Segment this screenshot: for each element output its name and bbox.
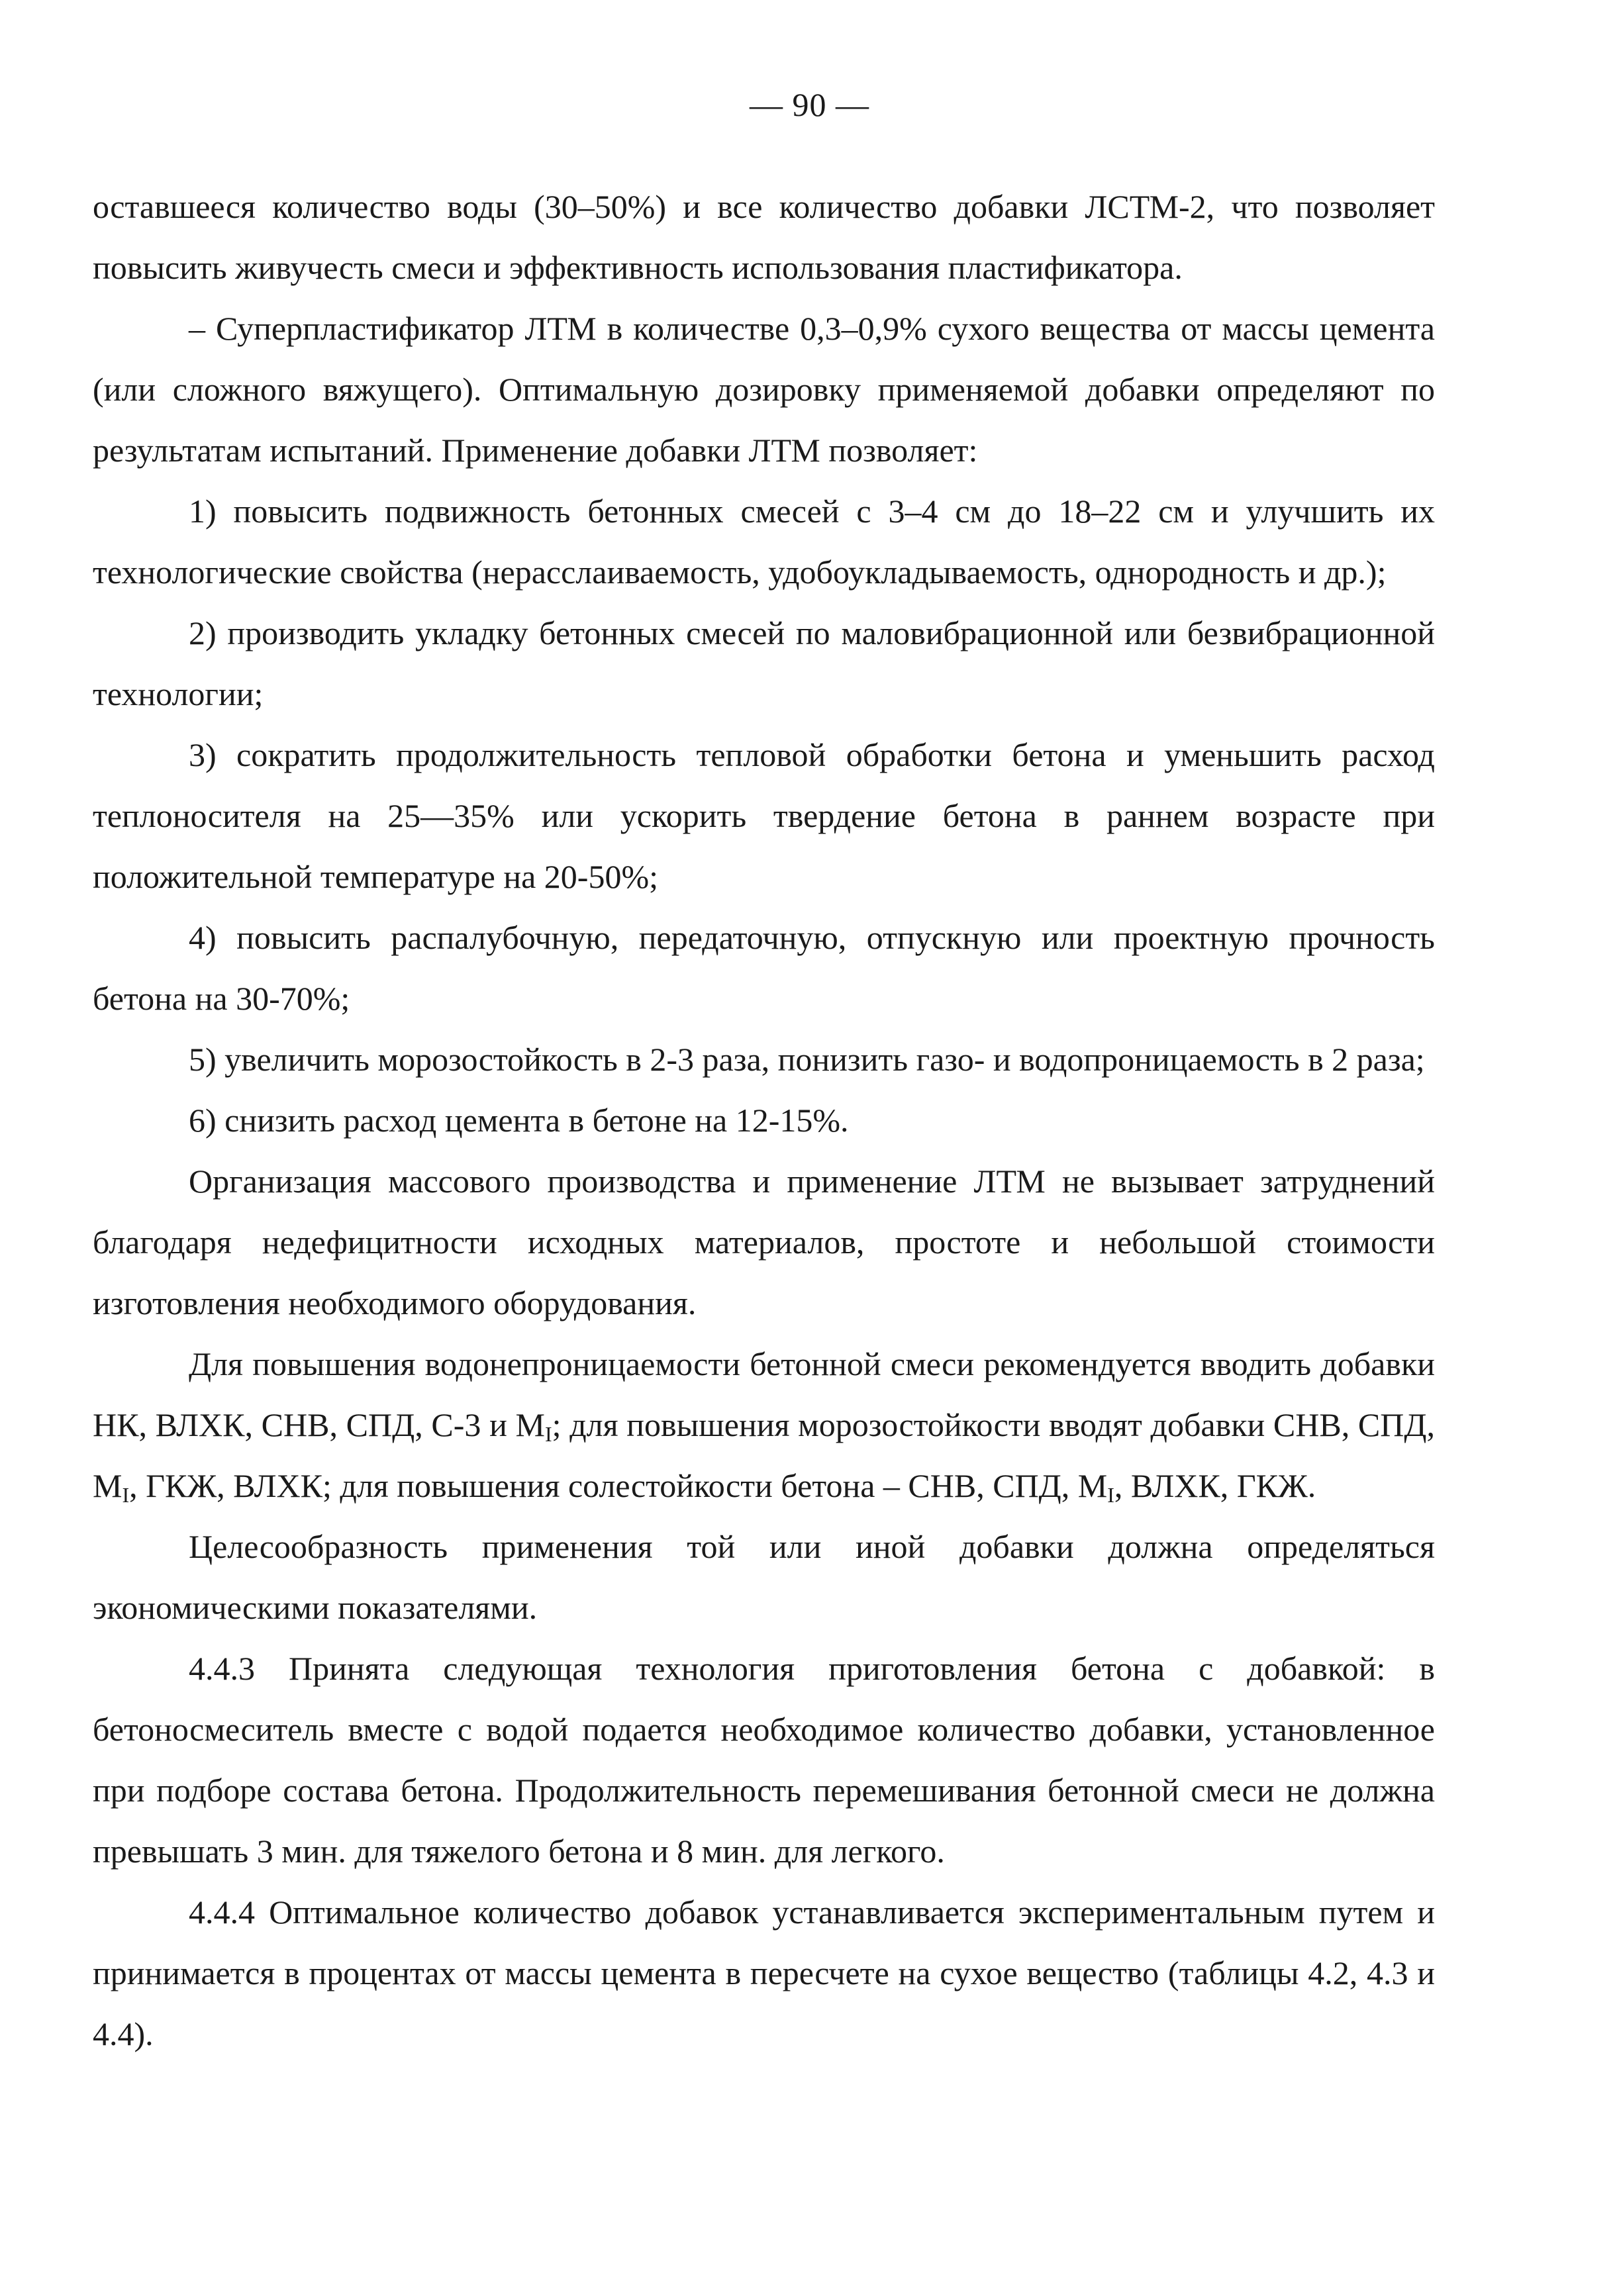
paragraph-economic-indicators: Целесообразность применения той или иной добавки должна определяться экономическими показателями.	[93, 1528, 1435, 1626]
list-item-4: 4) повысить распалубочную, передаточную, отпускную или проектную прочность бетона на 30-70%;	[93, 919, 1435, 1017]
subscript-i: I	[122, 1483, 130, 1507]
body-text	[93, 176, 1435, 2064]
paragraph-section-4-4-3: 4.4.3 Принята следующая технология приготовления бетона с добавкой: в бетоносмеситель вместе с водой подается необходимое количество добавки, установленное при подборе состава бетона. Продолжительность перемешивания бетонной смеси не должна превышать 3 мин. для тяжелого бетона и 8 мин. для легкого.	[93, 1650, 1435, 1870]
list-item-1: 1) повысить подвижность бетонных смесей с 3–4 см до 18–22 см и улучшить их технологические свойства (нерасслаиваемость, удобоукладываемость, однородность и др.);	[93, 493, 1435, 591]
list-item-5: 5) увеличить морозостойкость в 2-3 раза, понизить газо- и водопроницаемость в 2 раза;	[189, 1041, 1425, 1078]
paragraph-continuation: оставшееся количество воды (30–50%) и все количество добавки ЛСТМ-2, что позволяет повысить живучесть смеси и эффективность использования пластификатора.	[93, 188, 1435, 286]
paragraph-superplasticizer-ltm: – Суперпластификатор ЛТМ в количестве 0,3–0,9% сухого вещества от массы цемента (или сложного вяжущего). Оптимальную дозировку применяемой добавки определяют по результатам испытаний. Применение добавки ЛТМ позволяет:	[93, 310, 1435, 469]
additives-text-2: ; для повышения морозостойкости вводят добавки СНВ, СПД, М	[93, 1406, 1435, 1504]
page-number: — 90 —	[750, 86, 869, 123]
additives-text-4: , ВЛХК, ГКЖ.	[1114, 1467, 1316, 1504]
subscript-i: I	[1107, 1483, 1114, 1507]
paragraph-mass-production: Организация массового производства и применение ЛТМ не вызывает затруднений благодаря недефицитности исходных материалов, простоте и небольшой стоимости изготовления необходимого оборудования.	[93, 1163, 1435, 1321]
subscript-i: I	[544, 1422, 552, 1446]
list-item-2: 2) производить укладку бетонных смесей по маловибрационной или безвибрационной технологии;	[93, 614, 1435, 712]
paragraph-section-4-4-4: 4.4.4 Оптимальное количество добавок устанавливается экспериментальным путем и принимается в процентах от массы цемента в пересчете на сухое вещество (таблицы 4.2, 4.3 и 4.4).	[93, 1893, 1435, 2052]
additives-text-1: Для повышения водонепроницаемости бетонной смеси рекомендуется вводить добавки НК, ВЛХК, СНВ, СПД, С-3 и М	[93, 1345, 1435, 1443]
additives-text-3: , ГКЖ, ВЛХК; для повышения солестойкости бетона – СНВ, СПД, М	[129, 1467, 1108, 1504]
list-item-3: 3) сократить продолжительность тепловой обработки бетона и уменьшить расход теплоносителя на 25—35% или ускорить твердение бетона в раннем возрасте при положительной температуре на 20-50%;	[93, 736, 1435, 895]
paragraph-additives-recommendation	[93, 1333, 1435, 1516]
list-item-6: 6) снизить расход цемента в бетоне на 12-15%.	[189, 1102, 849, 1139]
